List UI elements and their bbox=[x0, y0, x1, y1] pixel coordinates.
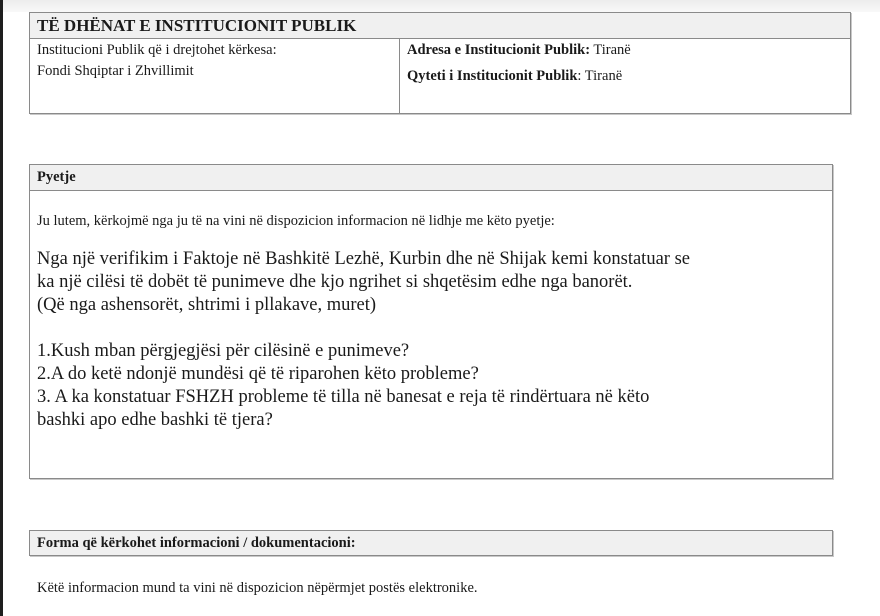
question-line: bashki apo edhe bashki të tjera? bbox=[37, 410, 273, 430]
city-label: Qyteti i Institucionit Publik bbox=[407, 68, 578, 84]
question-line: 3. A ka konstatuar FSHZH probleme të tilla në banesat e reja të rindërtuara në këto bbox=[37, 387, 650, 407]
question-line: 2.A do ketë ndonjë mundësi që të riparohen këto probleme? bbox=[37, 364, 479, 384]
city-value: : Tiranë bbox=[577, 68, 623, 84]
questions-section-title: Pyetje bbox=[30, 165, 832, 191]
questions-body bbox=[30, 212, 832, 432]
top-toolbar-strip bbox=[0, 0, 880, 12]
questions-list bbox=[37, 340, 832, 432]
questions-section bbox=[29, 164, 833, 479]
paragraph-line: (Që nga ashensorët, shtrimi i pllakave, muret) bbox=[37, 295, 377, 315]
institution-section-title: TË DHËNAT E INSTITUCIONIT PUBLIK bbox=[30, 13, 850, 39]
institution-address bbox=[407, 40, 631, 61]
paragraph-line: ka një cilësi të dobët të punimeve dhe kjo ngrihet si shqetësim edhe nga banorët. bbox=[37, 272, 633, 292]
questions-context-paragraph bbox=[37, 248, 832, 317]
form-section bbox=[29, 530, 833, 556]
institution-name-value: Fondi Shqiptar i Zhvillimit bbox=[37, 63, 194, 79]
question-line: 1.Kush mban përgjegjësi për cilësinë e punimeve? bbox=[37, 341, 410, 361]
left-window-edge bbox=[0, 0, 3, 616]
institution-row bbox=[30, 39, 850, 113]
institution-location-cell bbox=[400, 39, 631, 113]
address-value: Tiranë bbox=[590, 42, 631, 58]
institution-name-label: Institucioni Publik që i drejtohet kërkesa: bbox=[37, 42, 277, 58]
address-label: Adresa e Institucionit Publik: bbox=[407, 42, 591, 58]
paragraph-line: Nga një verifikim i Faktoje në Bashkitë Lezhë, Kurbin dhe në Shijak kemi konstatuar se bbox=[37, 249, 690, 269]
institution-name-cell bbox=[30, 39, 400, 113]
form-section-text: Këtë informacion mund ta vini në dispozicion nëpërmjet postës elektronike. bbox=[37, 580, 478, 596]
institution-data-section bbox=[29, 12, 851, 114]
questions-intro: Ju lutem, kërkojmë nga ju të na vini në dispozicion informacion në lidhje me këto pyetje: bbox=[37, 213, 555, 229]
institution-city bbox=[407, 66, 631, 87]
form-section-title: Forma që kërkohet informacioni / dokumentacioni: bbox=[30, 531, 832, 555]
